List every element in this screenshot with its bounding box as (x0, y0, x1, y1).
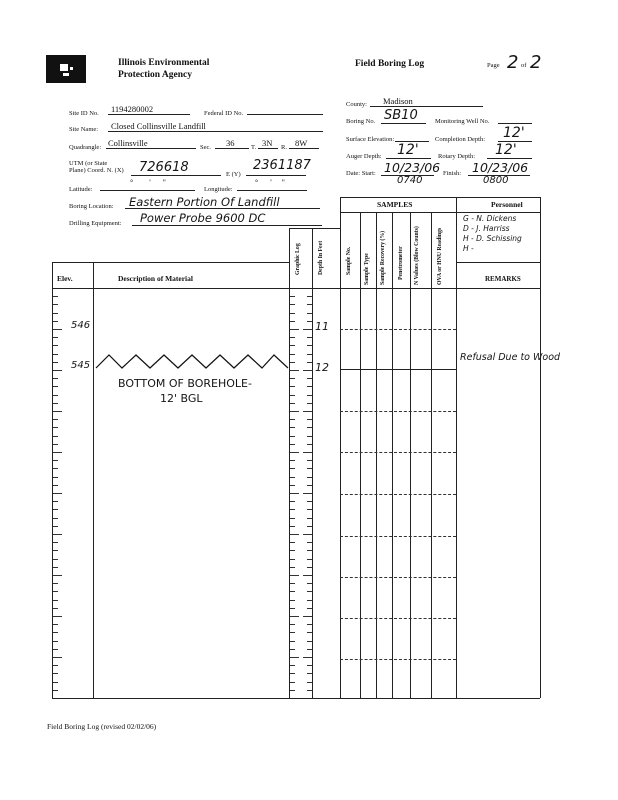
longitude-line (237, 190, 307, 191)
r-value: 8W (295, 138, 308, 148)
depth-tick (53, 485, 58, 486)
completion-depth-value: 12' (503, 125, 525, 141)
depth-tick (53, 600, 58, 601)
depth-tick (307, 296, 312, 297)
depth-tick (290, 468, 295, 469)
boring-no-value: SB10 (384, 108, 418, 123)
depth-tick (290, 518, 295, 519)
county-line (370, 106, 483, 107)
site-id-line (108, 114, 190, 115)
table-header-bottom (52, 288, 540, 289)
depth-tick (290, 526, 295, 527)
description-header: Description of Material (118, 274, 193, 283)
sample-row-1 (340, 329, 456, 330)
depth-tick (53, 477, 58, 478)
depth-tick (290, 419, 295, 420)
depth-tick (53, 460, 58, 461)
depth-tick (53, 559, 58, 560)
depth-header: Depth In Feet (318, 240, 324, 275)
depth-tick (53, 313, 58, 314)
sec-line (215, 148, 249, 149)
t-value: 3N (262, 138, 273, 148)
depth-tick (303, 329, 312, 330)
federal-id-label: Federal ID No. (204, 110, 244, 117)
depth-tick (290, 321, 295, 322)
depth-tick (290, 427, 295, 428)
refusal-zigzag-line (94, 350, 292, 372)
county-label: County: (346, 101, 367, 108)
federal-id-line (247, 114, 323, 115)
depth-tick (307, 509, 312, 510)
sample-row-7 (340, 577, 456, 578)
depth-tick (290, 386, 295, 387)
depth-tick (53, 378, 58, 379)
depth-tick (290, 591, 295, 592)
bottom-note-line-1: BOTTOM OF BOREHOLE- (118, 377, 252, 390)
recovery-divider (376, 212, 377, 698)
footer-revision: Field Boring Log (revised 02/02/06) (47, 722, 157, 731)
samples-header: SAMPLES (377, 200, 413, 209)
depth-tick (290, 337, 295, 338)
depth-tick (307, 690, 312, 691)
elev-header: Elev. (57, 274, 73, 283)
depth-tick (290, 485, 295, 486)
depth-tick (307, 436, 312, 437)
depth-tick (53, 386, 58, 387)
surface-elevation-label: Surface Elevation: (346, 136, 395, 143)
ova-divider (431, 212, 432, 698)
boring-location-value: Eastern Portion Of Landfill (129, 195, 280, 209)
depth-tick (53, 436, 58, 437)
finish-label: Finish: (443, 170, 462, 177)
sample-row-2 (340, 369, 456, 370)
depth-tick (290, 690, 295, 691)
remarks-header: REMARKS (485, 275, 521, 283)
drilling-equipment-label: Drilling Equipment: (69, 220, 122, 227)
depth-tick (53, 362, 58, 363)
depth-tick (53, 542, 58, 543)
latitude-line (100, 190, 195, 191)
depth-tick (307, 460, 312, 461)
samples-top-border (340, 197, 540, 198)
agency-name (118, 57, 209, 81)
depth-tick (290, 575, 299, 576)
depth-tick (53, 550, 58, 551)
utm-n-line (131, 175, 221, 176)
depth-tick (53, 534, 62, 535)
depth-tick (307, 550, 312, 551)
depth-tick (290, 477, 295, 478)
utm-n-value: 726618 (139, 160, 189, 175)
depth-tick (53, 649, 58, 650)
depth-tick (307, 304, 312, 305)
depth-tick (53, 575, 62, 576)
depth-tick (53, 427, 58, 428)
site-id-value: 1194280002 (111, 104, 154, 114)
depth-tick (53, 682, 58, 683)
iepa-logo (46, 55, 86, 83)
table-top-border (52, 262, 289, 263)
depth-tick (53, 518, 58, 519)
depth-tick (307, 419, 312, 420)
latitude-label: Latitude: (69, 186, 93, 193)
depth-tick (53, 452, 62, 453)
depth-tick (303, 411, 312, 412)
depth-tick (307, 682, 312, 683)
depth-tick (307, 559, 312, 560)
depth-tick (53, 468, 58, 469)
depth-tick (307, 583, 312, 584)
remark-refusal: Refusal Due to Wood (460, 352, 561, 363)
depth-tick (53, 657, 62, 658)
sample-row-9 (340, 659, 456, 660)
depth-tick (290, 550, 295, 551)
depth-tick (53, 329, 62, 330)
date-start-label: Date: Start: (346, 170, 376, 177)
depth-mark-12: 12 (315, 361, 329, 374)
depth-tick (53, 509, 58, 510)
sample-row-4 (340, 452, 456, 453)
sample-row-3 (340, 411, 456, 412)
depth-tick (290, 493, 299, 494)
depth-tick (53, 583, 58, 584)
date-finish-value: 10/23/06 (472, 160, 529, 175)
depth-tick (290, 501, 295, 502)
personnel-entry-4: H - (463, 244, 474, 253)
depth-tick (53, 411, 62, 412)
personnel-entry-2: D - J. Harriss (463, 224, 510, 233)
page-of-label: of (521, 62, 527, 69)
depth-tick (307, 665, 312, 666)
elev-mark-545: 545 (71, 360, 91, 371)
rotary-depth-value: 12' (495, 142, 517, 158)
depth-tick (290, 632, 295, 633)
sample-row-5 (340, 494, 456, 495)
utm-e-value: 2361187 (253, 158, 311, 173)
depth-tick (53, 337, 58, 338)
quadrangle-label: Quadrangle: (69, 144, 102, 151)
samples-header-bottom (340, 212, 540, 213)
ova-header: OVA or HNU Readings (437, 227, 443, 285)
depth-tick (290, 304, 295, 305)
page-current: 2 (507, 52, 519, 73)
agency-line-1: Illinois Environmental (118, 58, 210, 68)
site-name-label: Site Name: (69, 126, 99, 133)
depth-tick (290, 509, 295, 510)
rotary-depth-line (487, 158, 532, 159)
depth-tick (53, 403, 58, 404)
depth-tick (290, 403, 295, 404)
depth-tick (303, 534, 312, 535)
depth-tick (53, 419, 58, 420)
quadrangle-line (106, 148, 196, 149)
remarks-top-border (456, 262, 540, 263)
completion-depth-label: Completion Depth: (435, 136, 486, 143)
depth-tick (307, 427, 312, 428)
depth-tick (307, 362, 312, 363)
depth-mark-11: 11 (315, 320, 329, 333)
depth-tick (290, 665, 295, 666)
depth-tick (290, 444, 295, 445)
depth-tick (290, 329, 299, 330)
depth-tick (290, 345, 295, 346)
depth-tick (307, 468, 312, 469)
depth-tick (53, 395, 58, 396)
table-bottom-border (52, 698, 540, 699)
site-name-value: Closed Collinsville Landfill (111, 121, 206, 131)
elev-divider (93, 262, 94, 698)
personnel-entry-3: H - D. Schissing (463, 234, 522, 243)
boring-no-line (381, 123, 426, 124)
depth-tick (307, 600, 312, 601)
r-label: R. (281, 144, 287, 151)
depth-tick (53, 321, 58, 322)
graphic-divider (289, 228, 290, 698)
depth-tick (290, 395, 295, 396)
depth-tick (307, 673, 312, 674)
depth-tick (53, 673, 58, 674)
utm-label-line-1: UTM (or State (69, 160, 108, 167)
penetrometer-header: Penetrometer (398, 246, 404, 280)
personnel-entry-1: G - N. Dickens (463, 214, 517, 223)
sec-value: 36 (226, 138, 235, 148)
depth-tick (290, 542, 295, 543)
time-finish-value: 0800 (483, 175, 509, 186)
depth-tick (290, 452, 299, 453)
sample-row-8 (340, 618, 456, 619)
nvalues-divider (410, 212, 411, 698)
depth-tick (53, 641, 58, 642)
depth-divider (312, 228, 313, 698)
depth-tick (290, 436, 295, 437)
depth-tick (290, 616, 299, 617)
depth-tick (307, 403, 312, 404)
depth-tick (307, 386, 312, 387)
depth-tick (290, 682, 295, 683)
table-right-border (540, 197, 541, 698)
depth-tick (290, 624, 295, 625)
drilling-equipment-line (132, 225, 322, 226)
page-total: 2 (530, 52, 542, 73)
depth-tick (303, 493, 312, 494)
depth-tick (53, 501, 58, 502)
t-label: T. (251, 144, 257, 151)
depth-tick (290, 559, 295, 560)
county-value: Madison (383, 96, 413, 106)
depth-tick (290, 641, 295, 642)
sample-type-divider (360, 212, 361, 698)
r-line (289, 148, 319, 149)
depth-tick (307, 649, 312, 650)
depth-tick (53, 567, 58, 568)
depth-tick (307, 337, 312, 338)
utm-e-line (246, 175, 306, 176)
samples-left-border (340, 197, 341, 698)
depth-tick (303, 616, 312, 617)
depth-tick (307, 632, 312, 633)
depth-tick (290, 567, 295, 568)
depth-tick (303, 452, 312, 453)
depth-tick (307, 345, 312, 346)
auger-depth-label: Auger Depth: (346, 153, 382, 160)
utm-label-line-2: Plane) Coord. N. (X) (69, 167, 124, 174)
depth-tick (290, 378, 295, 379)
depth-tick (53, 591, 58, 592)
rotary-depth-label: Rotary Depth: (438, 153, 476, 160)
depth-tick (53, 444, 58, 445)
depth-tick (53, 665, 58, 666)
utm-e-label: E (Y) (226, 171, 241, 178)
quadrangle-value: Collinsville (108, 138, 148, 148)
depth-tick (53, 608, 58, 609)
depth-tick (290, 534, 299, 535)
depth-tick (53, 616, 62, 617)
depth-tick (307, 567, 312, 568)
longitude-ticks: ° ' " (255, 178, 285, 187)
site-name-line (108, 131, 323, 132)
depth-tick (307, 641, 312, 642)
site-id-label: Site ID No. (69, 110, 99, 117)
depth-tick (290, 649, 295, 650)
sec-label: Sec. (200, 144, 212, 151)
longitude-label: Longitude: (204, 186, 233, 193)
sample-recovery-header: Sample Recovery (%) (380, 230, 386, 285)
n-values-header: N Values (Blow Counts) (414, 226, 420, 285)
agency-line-2: Protection Agency (118, 70, 192, 80)
utm-label (69, 160, 124, 174)
sample-type-header: Sample Type (364, 253, 370, 285)
graphic-log-header: Graphic Log (295, 243, 301, 275)
depth-tick (307, 624, 312, 625)
depth-tick (290, 657, 299, 658)
depth-tick (53, 493, 62, 494)
depth-tick (53, 526, 58, 527)
depth-tick (290, 296, 295, 297)
latitude-ticks: ° ' " (130, 178, 166, 187)
depth-tick (307, 608, 312, 609)
sample-no-header: Sample No. (346, 246, 352, 275)
depth-tick (307, 591, 312, 592)
depth-tick (53, 345, 58, 346)
depth-tick (307, 321, 312, 322)
bottom-note-line-2: 12' BGL (160, 392, 203, 405)
drilling-equipment-value: Power Probe 9600 DC (140, 211, 266, 225)
sample-row-6 (340, 536, 456, 537)
penetrometer-divider (392, 212, 393, 698)
depth-tick (53, 632, 58, 633)
depth-tick (303, 575, 312, 576)
depth-tick (307, 485, 312, 486)
monitoring-well-line (498, 123, 532, 124)
remarks-divider (456, 197, 457, 698)
depth-tick (307, 518, 312, 519)
t-line (258, 148, 278, 149)
depth-tick (290, 313, 295, 314)
form-title: Field Boring Log (355, 59, 425, 69)
boring-location-line (125, 208, 320, 209)
depth-tick (53, 304, 58, 305)
depth-tick (307, 477, 312, 478)
monitoring-well-label: Monitoring Well No. (435, 118, 490, 125)
depth-tick (307, 395, 312, 396)
depth-tick (307, 354, 312, 355)
depth-tick (307, 378, 312, 379)
depth-tick (307, 542, 312, 543)
depth-tick (53, 690, 58, 691)
depth-tick (307, 444, 312, 445)
depth-header-top (289, 228, 340, 229)
depth-tick (290, 460, 295, 461)
depth-tick (303, 657, 312, 658)
depth-tick (53, 296, 58, 297)
depth-tick (290, 608, 295, 609)
depth-tick (53, 370, 62, 371)
depth-tick (303, 370, 312, 371)
depth-tick (290, 600, 295, 601)
depth-tick (307, 501, 312, 502)
depth-tick (290, 583, 295, 584)
depth-tick (307, 313, 312, 314)
depth-tick (290, 673, 295, 674)
elev-mark-546: 546 (71, 320, 91, 331)
boring-no-label: Boring No. (346, 118, 376, 125)
depth-tick (307, 526, 312, 527)
page-label: Page (487, 62, 500, 69)
depth-tick (290, 411, 299, 412)
auger-depth-line (386, 158, 431, 159)
date-start-value: 10/23/06 (384, 160, 441, 175)
auger-depth-value: 12' (397, 142, 419, 158)
time-start-value: 0740 (397, 175, 423, 186)
depth-tick (53, 354, 58, 355)
personnel-header: Personnel (491, 200, 523, 209)
depth-tick (53, 624, 58, 625)
boring-location-label: Boring Location: (69, 203, 114, 210)
